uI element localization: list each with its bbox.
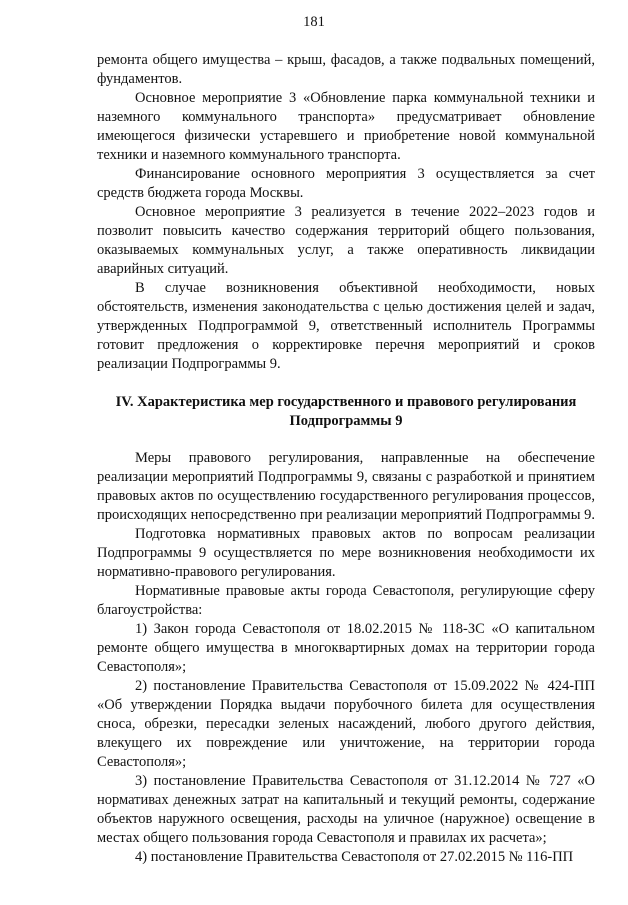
page-number: 181 (303, 14, 325, 30)
document-body (97, 51, 595, 867)
paragraph: Нормативные правовые акты города Севастополя, регулирующие сферу благоустройства: (97, 583, 595, 618)
paragraph: Основное мероприятие 3 реализуется в течение 2022–2023 годов и позволит повысить качество содержания территорий общего пользования, оказываемых коммунальных услуг, а также оперативность ликвидации аварийных ситуаций. (97, 204, 595, 277)
list-item: 1) Закон города Севастополя от 18.02.2015 № 118-ЗС «О капитальном ремонте общего имущества в многоквартирных домах на территории города Севастополя»; (97, 621, 595, 675)
paragraph: Финансирование основного мероприятия 3 осуществляется за счет средств бюджета города Москвы. (97, 166, 595, 201)
list-item: 3) постановление Правительства Севастополя от 31.12.2014 № 727 «О нормативах денежных затрат на капитальный и текущий ремонты, содержание объектов наружного освещения, расходы на уличное (наружное) освещение в местах общего пользования города Севастополя и правилах их расчета»; (97, 773, 595, 846)
section-heading: IV. Характеристика мер государственного и правового регулирования Подпрограммы 9 (115, 394, 577, 429)
list-item: 4) постановление Правительства Севастополя от 27.02.2015 № 116-ПП (135, 849, 574, 865)
list-item: 2) постановление Правительства Севастополя от 15.09.2022 № 424-ПП «Об утверждении Порядка выдачи порубочного билета для осуществления сноса, обрезки, пересадки зеленых насаждений, любого другого действия, влекущего их повреждение или уничтожение, на территории города Севастополя»; (97, 678, 595, 770)
paragraph: Подготовка нормативных правовых актов по вопросам реализации Подпрограммы 9 осуществляется по мере возникновения необходимости их нормативно-правового регулирования. (97, 526, 595, 580)
paragraph: Основное мероприятие 3 «Обновление парка коммунальной техники и наземного коммунального транспорта» предусматривает обновление имеющегося физически устаревшего и приобретение новой коммунальной техники и наземного коммунального транспорта. (97, 90, 595, 163)
paragraph: В случае возникновения объективной необходимости, новых обстоятельств, изменения законодательства с целью достижения целей и задач, утвержденных Подпрограммой 9, ответственный исполнитель Программы готовит предложения о корректировке перечня мероприятий и сроков реализации Подпрограммы 9. (97, 280, 595, 372)
paragraph: Меры правового регулирования, направленные на обеспечение реализации мероприятий Подпрограммы 9, связаны с разработкой и принятием правовых актов по осуществлению государственного регулирования процессов, происходящих непосредственно при реализации мероприятий Подпрограммы 9. (97, 450, 595, 523)
paragraph: ремонта общего имущества – крыш, фасадов, а также подвальных помещений, фундаментов. (97, 52, 595, 87)
